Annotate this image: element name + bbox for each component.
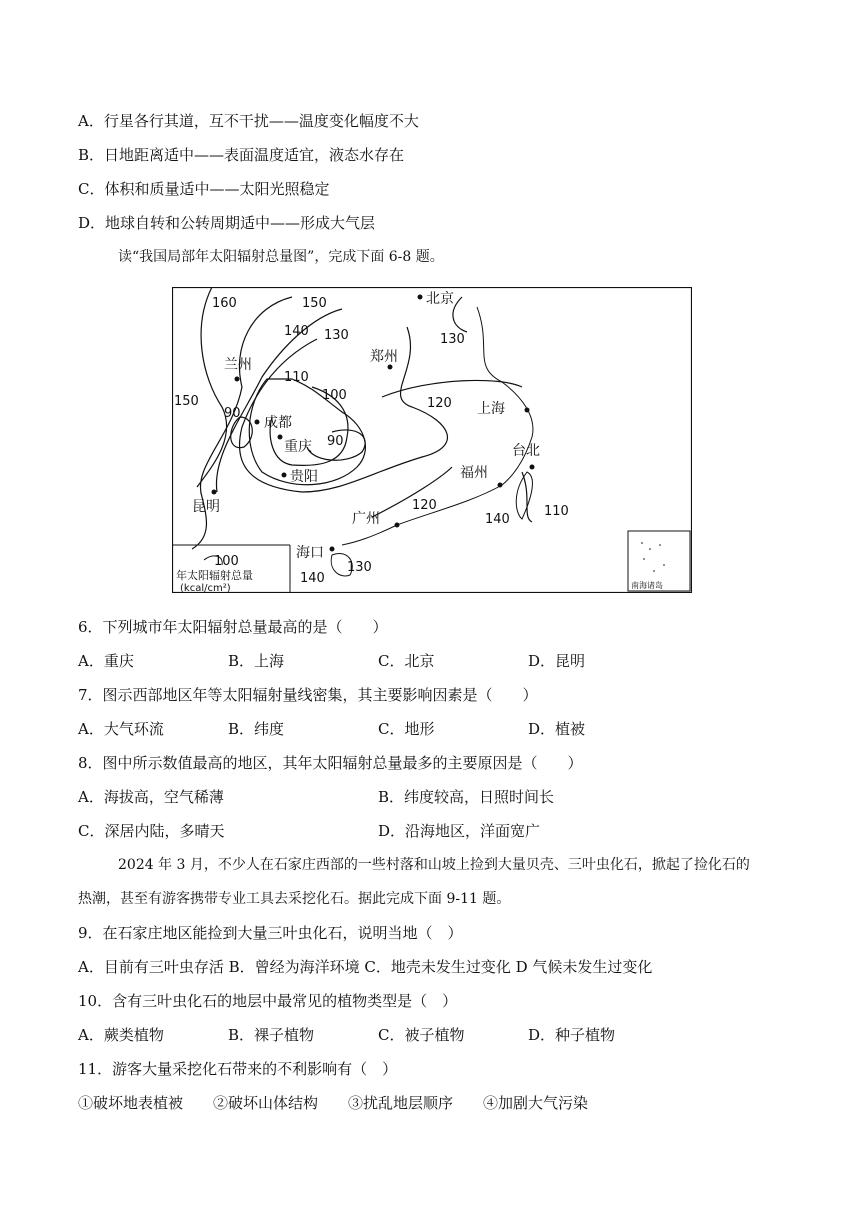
q7-option-c: C．地形 bbox=[378, 720, 435, 738]
q5-option-b: B．日地距离适中——表面温度适宜，液态水存在 bbox=[78, 146, 405, 164]
label-130-hainan: 130 bbox=[347, 560, 372, 575]
label-150: 150 bbox=[302, 296, 327, 311]
q10-option-d: D．种子植物 bbox=[528, 1026, 616, 1044]
q11-items: ①破坏地表植被 ②破坏山体结构 ③扰乱地层顺序 ④加剧大气污染 bbox=[78, 1094, 589, 1112]
city-haikou: 海口 bbox=[296, 545, 324, 561]
q6-option-d: D．昆明 bbox=[528, 652, 586, 670]
q6-option-a: A．重庆 bbox=[78, 652, 134, 670]
q5-option-c: C．体积和质量适中——太阳光照稳定 bbox=[78, 180, 330, 198]
label-110: 110 bbox=[284, 370, 309, 385]
label-130-north: 130 bbox=[440, 332, 465, 347]
city-guangzhou: 广州 bbox=[352, 511, 380, 527]
q6-option-c: C．北京 bbox=[378, 652, 435, 670]
label-150-west: 150 bbox=[174, 394, 199, 409]
q6-stem: 6．下列城市年太阳辐射总量最高的是（ ） bbox=[78, 618, 388, 636]
label-140-taiwan: 140 bbox=[485, 512, 510, 527]
city-dot-guangzhou bbox=[395, 523, 400, 528]
q9-stem: 9．在石家庄地区能捡到大量三叶虫化石，说明当地（ ） bbox=[78, 924, 463, 942]
q10-stem: 10．含有三叶虫化石的地层中最常见的植物类型是（ ） bbox=[78, 992, 458, 1010]
solar-radiation-map bbox=[172, 287, 692, 593]
legend-value: 100 bbox=[214, 554, 239, 569]
q8-option-a: A．海拔高，空气稀薄 bbox=[78, 788, 224, 806]
city-dot-lanzhou bbox=[235, 377, 240, 382]
city-dot-haikou bbox=[330, 547, 335, 552]
q10-option-b: B．裸子植物 bbox=[228, 1026, 315, 1044]
city-dot-chongqing bbox=[278, 435, 283, 440]
label-120-north: 120 bbox=[427, 396, 452, 411]
intro-9-11-line1: 2024 年 3 月，不少人在石家庄西部的一些村落和山坡上捡到大量贝壳、三叶虫化石，掀起了捡化石的 bbox=[118, 857, 750, 873]
legend-unit: (kcal/cm²) bbox=[180, 583, 231, 593]
inset-label: 南海诸岛 bbox=[631, 581, 663, 590]
city-lanzhou: 兰州 bbox=[224, 357, 252, 373]
city-dot-beijing bbox=[418, 295, 423, 300]
city-dot-shanghai bbox=[525, 408, 530, 413]
city-dot-kunming bbox=[212, 490, 217, 495]
city-dot-zhengzhou bbox=[388, 365, 393, 370]
q10-option-c: C．被子植物 bbox=[378, 1026, 465, 1044]
q9-options: A．目前有三叶虫存活 B．曾经为海洋环境 C．地壳未发生过变化 D 气候未发生过变化 bbox=[78, 958, 653, 976]
q11-stem: 11．游客大量采挖化石带来的不利影响有（ ） bbox=[78, 1060, 398, 1078]
q5-option-a: A．行星各行其道，互不干扰——温度变化幅度不大 bbox=[78, 112, 419, 130]
city-dot-taipei bbox=[530, 465, 535, 470]
city-dot-guiyang bbox=[282, 473, 287, 478]
label-120-south: 120 bbox=[412, 498, 437, 513]
q8-option-b: B．纬度较高，日照时间长 bbox=[378, 788, 555, 806]
label-100: 100 bbox=[322, 388, 347, 403]
q8-option-d: D．沿海地区，洋面宽广 bbox=[378, 822, 541, 840]
intro-6-8: 读“我国局部年太阳辐射总量图”，完成下面 6-8 题。 bbox=[118, 249, 444, 265]
label-140-hainan: 140 bbox=[300, 571, 325, 586]
intro-9-11-line2: 热潮，甚至有游客携带专业工具去采挖化石。据此完成下面 9-11 题。 bbox=[78, 891, 511, 907]
label-160: 160 bbox=[212, 296, 237, 311]
legend-title: 年太阳辐射总量 bbox=[176, 569, 253, 582]
q8-option-c: C．深居内陆，多晴天 bbox=[78, 822, 225, 840]
city-taipei: 台北 bbox=[512, 443, 540, 459]
q8-stem: 8．图中所示数值最高的地区，其年太阳辐射总量最多的主要原因是（ ） bbox=[78, 754, 583, 772]
label-140: 140 bbox=[284, 324, 309, 339]
q5-option-d: D．地球自转和公转周期适中——形成大气层 bbox=[78, 214, 376, 232]
city-chongqing: 重庆 bbox=[284, 439, 312, 455]
label-110-taiwan: 110 bbox=[544, 504, 569, 519]
q7-option-a: A．大气环流 bbox=[78, 720, 164, 738]
city-zhengzhou: 郑州 bbox=[370, 349, 398, 365]
q7-option-d: D．植被 bbox=[528, 720, 586, 738]
label-90-west: 90 bbox=[224, 406, 241, 421]
city-shanghai: 上海 bbox=[477, 401, 505, 417]
inset-south-china-sea bbox=[628, 531, 690, 591]
label-130: 130 bbox=[324, 328, 349, 343]
q7-option-b: B．纬度 bbox=[228, 720, 285, 738]
city-fuzhou: 福州 bbox=[460, 465, 488, 481]
city-chengdu: 成都 bbox=[264, 415, 292, 431]
city-guiyang: 贵阳 bbox=[290, 469, 318, 485]
q6-option-b: B．上海 bbox=[228, 652, 285, 670]
city-dot-chengdu bbox=[255, 420, 260, 425]
q7-stem: 7．图示西部地区年等太阳辐射量线密集，其主要影响因素是（ ） bbox=[78, 686, 538, 704]
city-beijing: 北京 bbox=[426, 291, 454, 307]
city-dot-fuzhou bbox=[498, 483, 503, 488]
label-90-east: 90 bbox=[327, 434, 344, 449]
city-kunming: 昆明 bbox=[192, 499, 220, 515]
q10-option-a: A．蕨类植物 bbox=[78, 1026, 164, 1044]
